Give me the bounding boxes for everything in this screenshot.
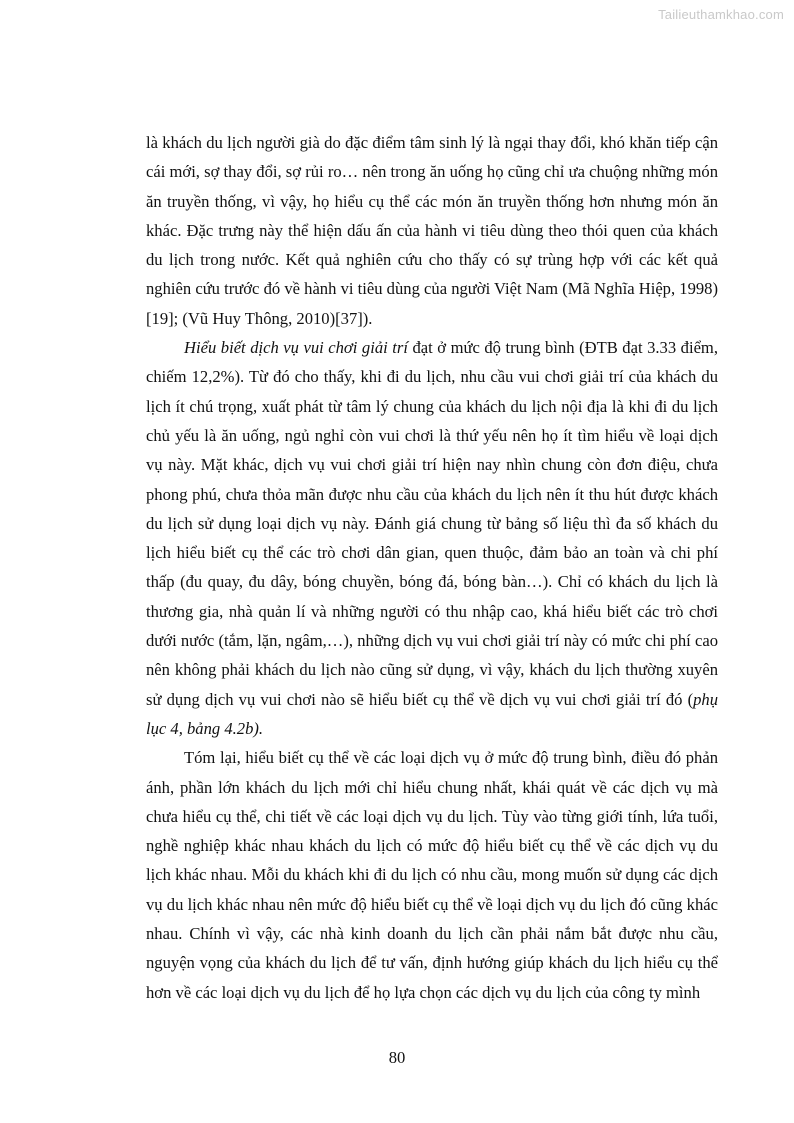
paragraph-2 — [146, 333, 718, 743]
paragraph-1: là khách du lịch người già do đặc điểm tâm sinh lý là ngại thay đổi, khó khăn tiếp cận cái mới, sợ thay đổi, sợ rủi ro… nên trong ăn uống họ cũng chỉ ưa chuộng những món ăn truyền thống, vì vậy, họ hiểu cụ thể các món ăn truyền thống hơn nhưng món ăn khác. Đặc trưng này thể hiện dấu ấn của hành vi tiêu dùng theo thói quen của khách du lịch trong nước. Kết quả nghiên cứu cho thấy có sự trùng hợp với các kết quả nghiên cứu trước đó về hành vi tiêu dùng của người Việt Nam (Mã Nghĩa Hiệp, 1998)[19]; (Vũ Huy Thông, 2010)[37]). — [146, 133, 718, 328]
paragraph-2-text: đạt ở mức độ trung bình (ĐTB đạt 3.33 điểm, chiếm 12,2%). Từ đó cho thấy, khi đi du lịch, nhu cầu vui chơi giải trí của khách du lịch ít chú trọng, xuất phát từ tâm lý chung của khách du lịch nội địa là khi đi du lịch chủ yếu là ăn uống, ngủ nghỉ còn vui chơi là thứ yếu nên họ ít tìm hiểu về loại dịch vụ này. Mặt khác, dịch vụ vui chơi giải trí hiện nay nhìn chung còn đơn điệu, chưa phong phú, chưa thỏa mãn được nhu cầu của khách du lịch nên ít thu hút được khách du lịch sử dụng loại dịch vụ này. Đánh giá chung từ bảng số liệu thì đa số khách du lịch hiểu biết cụ thể các trò chơi dân gian, quen thuộc, đảm bảo an toàn và chi phí thấp (đu quay, đu dây, bóng chuyền, bóng đá, bóng bàn…). Chỉ có khách du lịch là thương gia, nhà quản lí và những người có thu nhập cao, khá hiểu biết các trò chơi dưới nước (tắm, lặn, ngâm,…), những dịch vụ vui chơi giải trí này có mức chi phí cao nên không phải khách du lịch nào cũng sử dụng, vì vậy, khách du lịch thường xuyên sử dụng dịch vụ vui chơi nào sẽ hiểu biết cụ thể về dịch vụ vui chơi giải trí đó ( — [146, 338, 718, 709]
document-body — [146, 128, 718, 1007]
paragraph-2-heading: Hiểu biết dịch vụ vui chơi giải trí — [184, 338, 408, 358]
paragraph-2-reference: phụ lục 4, bảng 4.2b). — [146, 689, 718, 738]
watermark: Tailieuthamkhao.com — [658, 7, 784, 22]
page-number: 80 — [388, 1048, 406, 1067]
paragraph-3: Tóm lại, hiểu biết cụ thể về các loại dịch vụ ở mức độ trung bình, điều đó phản ánh, phần lớn khách du lịch mới chỉ hiểu chung nhất, khái quát về các dịch vụ mà chưa hiểu cụ thể, chi tiết về các loại dịch vụ du lịch. Tùy vào từng giới tính, lứa tuổi, nghề nghiệp khác nhau khách du lịch có mức độ hiểu biết cụ thể về các dịch vụ du lịch khác nhau. Mỗi du khách khi đi du lịch có nhu cầu, mong muốn sử dụng các dịch vụ du lịch khác nhau nên mức độ hiểu biết cụ thể về loại dịch vụ du lịch đó cũng khác nhau. Chính vì vậy, các nhà kinh doanh du lịch cần phải nắm bắt được nhu cầu, nguyện vọng của khách du lịch để tư vấn, định hướng giúp khách du lịch hiểu cụ thể hơn về các loại dịch vụ du lịch để họ lựa chọn các dịch vụ du lịch của công ty mình — [146, 748, 718, 1002]
